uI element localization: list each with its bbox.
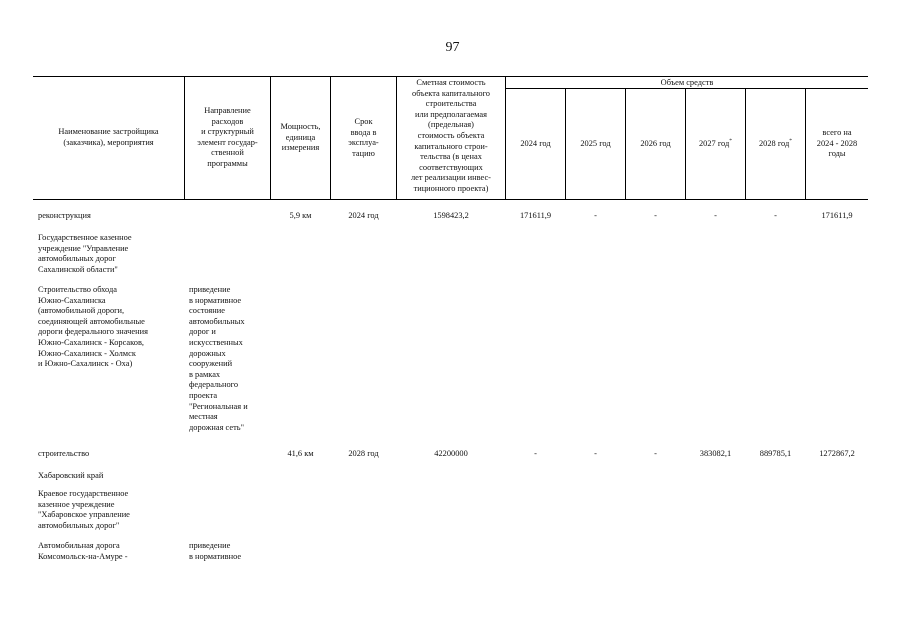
header-total: всего на 2024 - 2028 годы (816, 128, 858, 159)
row-cost: 1598423,2 (433, 211, 469, 220)
row-value-2025: - (594, 449, 597, 458)
header-term: Срок ввода в эксплуа- тацию (348, 117, 379, 158)
page-number: 97 (445, 40, 460, 55)
row-direction: приведение в нормативное (189, 541, 242, 561)
row-direction: приведение в нормативное состояние автомобильных дорог и искусственных дорожных сооружений в рамках федерального проекта "Региональная и местная дорожная сеть" (189, 285, 248, 432)
header-name: Наименование застройщика (заказчика), мероприятия (58, 127, 159, 147)
row-name: Хабаровский край (38, 471, 104, 480)
header-year-2027: 2027 год* (698, 138, 733, 148)
row-value-2027: 383082,1 (699, 449, 732, 458)
row-name: Государственное казенное учреждение "Управление автомобильных дорог Сахалинской области" (38, 233, 132, 274)
row-name: Автомобильная дорога Комсомольск-на-Амуре - (38, 541, 128, 561)
row-name: строительство (38, 449, 90, 458)
header-top-rule (33, 76, 868, 77)
row-value-2028: 889785,1 (759, 449, 792, 458)
row-value-2028: - (774, 211, 777, 220)
row-name: реконструкция (38, 211, 91, 220)
row-capacity: 5,9 км (289, 211, 312, 220)
row-value-2025: - (594, 211, 597, 220)
header-year-2028: 2028 год* (758, 138, 793, 148)
row-total: 171611,9 (821, 211, 853, 220)
header-bottom-rule (33, 199, 868, 200)
row-value-2027: - (714, 211, 717, 220)
row-value-2026: - (654, 449, 657, 458)
col-divider (505, 76, 506, 200)
row-capacity: 41,6 км (287, 449, 314, 458)
header-year-2024: 2024 год (520, 139, 551, 148)
row-term: 2024 год (348, 211, 379, 220)
header-year-2025: 2025 год (580, 139, 611, 148)
row-value-2024: 171611,9 (519, 211, 552, 220)
row-name: Строительство обхода Южно-Сахалинска (автомобильной дороги, соединяющей автомобильные дороги федерального значения Южно-Сахалинск - Корсаков, Южно-Сахалинск - Холмск и Южно-Сахалинск - Оха) (38, 285, 148, 369)
row-name: Краевое государственное казенное учреждение "Хабаровское управление автомобильных дорог" (38, 489, 130, 530)
header-volume: Объем средств (660, 78, 714, 87)
row-value-2026: - (654, 211, 657, 220)
row-total: 1272867,2 (819, 449, 855, 458)
row-cost: 42200000 (434, 449, 468, 458)
row-value-2024: - (534, 449, 537, 458)
row-term: 2028 год (348, 449, 379, 458)
header-direction: Направление расходов и структурный элемент государ- ственной программы (197, 106, 258, 168)
header-cost: Сметная стоимость объекта капитального строительства или предполагаемая (предельная) стоимость объекта капитального строи- тельства (в ценах соответствующих лет реализации инвес- тиционного проекта) (411, 78, 491, 193)
header-year-2026: 2026 год (640, 139, 671, 148)
header-capacity: Мощность, единица измерения (280, 122, 321, 153)
